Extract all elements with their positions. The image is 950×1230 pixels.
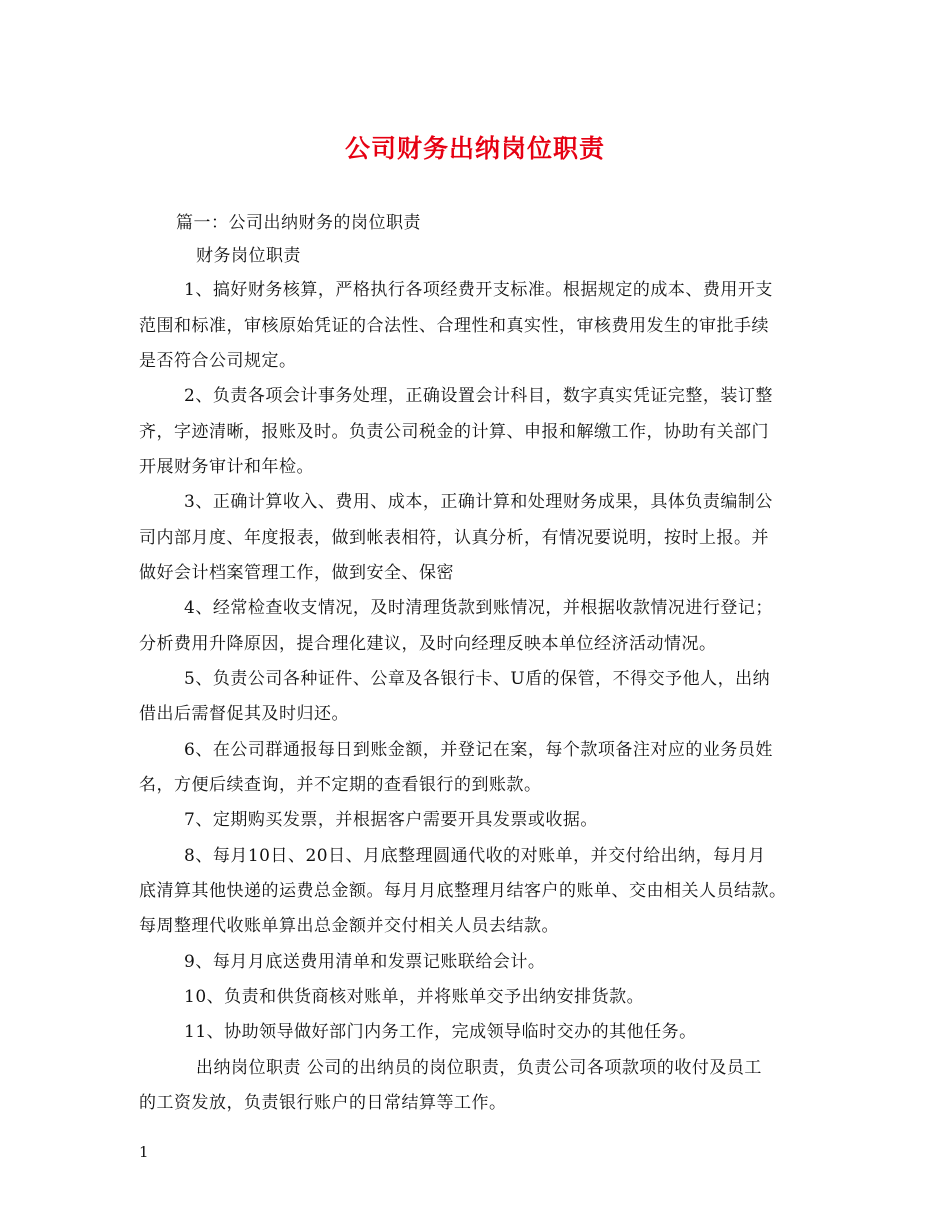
paragraph-line: 每周整理代收账单算出总金额并交付相关人员去结款。	[139, 916, 559, 936]
paragraph-line: 是否符合公司规定。	[139, 351, 297, 371]
subsection-heading: 财务岗位职责	[196, 246, 301, 266]
paragraph-line: 借出后需督促其及时归还。	[139, 704, 349, 724]
paragraph-line: 7、定期购买发票，并根据客户需要开具发票或收据。	[184, 810, 598, 830]
paragraph-line: 齐，字迹清晰，报账及时。负责公司税金的计算、申报和解缴工作，协助有关部门	[139, 422, 769, 442]
paragraph-line: 做好会计档案管理工作，做到安全、保密	[139, 563, 454, 583]
paragraph-line: 的工资发放，负责银行账户的日常结算等工作。	[139, 1093, 507, 1113]
paragraph-line: 出纳岗位职责 公司的出纳员的岗位职责，负责公司各项款项的收付及员工	[196, 1058, 762, 1078]
paragraph-line: 分析费用升降原因，提合理化建议，及时向经理反映本单位经济活动情况。	[139, 634, 717, 654]
paragraph-line: 底清算其他快递的运费总金额。每月月底整理月结客户的账单、交由相关人员结款。	[139, 881, 787, 901]
paragraph-line: 名，方便后续查询，并不定期的查看银行的到账款。	[139, 775, 542, 795]
paragraph-line: 4、经常检查收支情况，及时清理货款到账情况，并根据收款情况进行登记；	[184, 598, 773, 618]
paragraph-line: 3、正确计算收入、费用、成本，正确计算和处理财务成果，具体负责编制公	[184, 492, 773, 512]
paragraph-line: 司内部月度、年度报表，做到帐表相符，认真分析，有情况要说明，按时上报。并	[139, 528, 769, 548]
paragraph-line: 开展财务审计和年检。	[139, 457, 314, 477]
paragraph-line: 11、协助领导做好部门内务工作，完成领导临时交办的其他任务。	[184, 1022, 697, 1042]
paragraph-line: 1、搞好财务核算，严格执行各项经费开支标准。根据规定的成本、费用开支	[184, 280, 773, 300]
paragraph-line: 6、在公司群通报每日到账金额，并登记在案，每个款项备注对应的业务员姓	[184, 740, 773, 760]
paragraph-line: 9、每月月底送费用清单和发票记账联给会计。	[184, 952, 546, 972]
document-title: 公司财务出纳岗位职责	[344, 134, 605, 163]
paragraph-line: 5、负责公司各种证件、公章及各银行卡、U盾的保管，不得交予他人，出纳	[184, 669, 771, 689]
paragraph-line: 2、负责各项会计事务处理，正确设置会计科目，数字真实凭证完整，装订整	[184, 386, 773, 406]
section-heading: 篇一：公司出纳财务的岗位职责	[176, 213, 421, 233]
page-number: 1	[139, 1143, 149, 1161]
paragraph-line: 10、负责和供货商核对账单，并将账单交予出纳安排货款。	[184, 987, 645, 1007]
paragraph-line: 8、每月10日、20日、月底整理圆通代收的对账单，并交付给出纳，每月月	[184, 846, 766, 866]
paragraph-line: 范围和标准，审核原始凭证的合法性、合理性和真实性，审核费用发生的审批手续	[139, 316, 769, 336]
